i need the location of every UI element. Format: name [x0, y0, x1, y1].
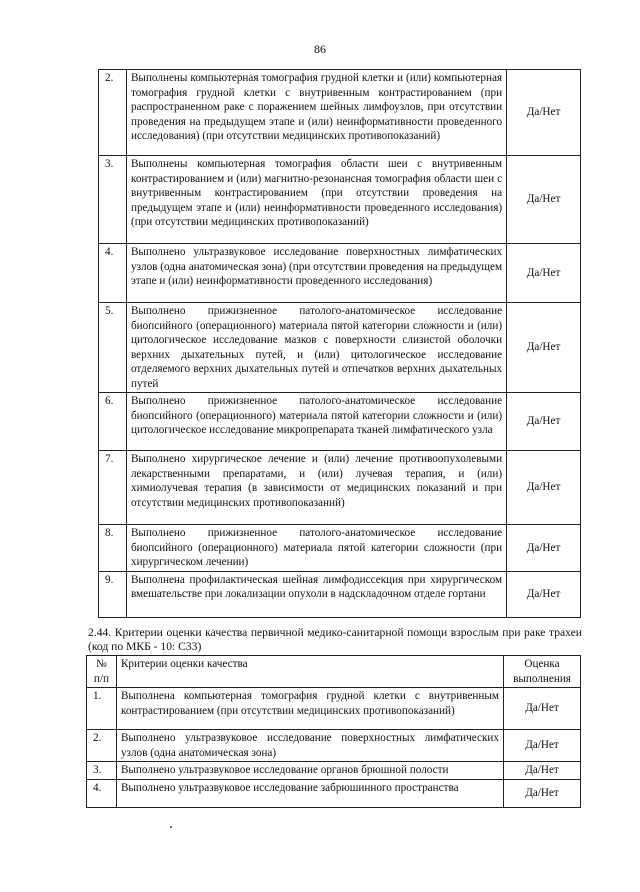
table-row — [87, 762, 581, 780]
criteria-table-continued — [98, 69, 581, 618]
table-row — [99, 393, 581, 451]
row-number: 5. — [99, 303, 127, 393]
page-number: 86 — [314, 42, 326, 56]
row-number: 6. — [99, 393, 127, 451]
header-criteria: Критерии оценки качества — [116, 656, 503, 688]
criteria-table-body — [99, 70, 581, 618]
evaluation-cell: Да/Нет — [504, 779, 581, 807]
criterion-text: Выполнено ультразвуковое исследование поверхностных лимфатических узлов (одна анатомическая зона) (при отсутствии проведения на предыдущем этапе и (или) неинформативности проведенного исследования) — [126, 244, 506, 303]
evaluation-cell: Да/Нет — [504, 762, 581, 780]
criterion-text: Выполнена профилактическая шейная лимфодиссекция при хирургическом вмешательстве при локализации опухоли в надскладочном отделе гортани — [126, 571, 506, 617]
table-row — [99, 525, 581, 572]
evaluation-cell: Да/Нет — [507, 393, 581, 451]
criterion-text: Выполнено ультразвуковое исследование органов брюшной полости — [116, 762, 503, 780]
evaluation-cell: Да/Нет — [504, 688, 581, 730]
header-num: № п/п — [87, 656, 117, 688]
evaluation-cell: Да/Нет — [507, 70, 581, 156]
table-row — [99, 451, 581, 525]
row-number: 4. — [87, 779, 117, 807]
evaluation-cell: Да/Нет — [507, 244, 581, 303]
row-number: 9. — [99, 571, 127, 617]
row-number: 1. — [87, 688, 117, 730]
row-number: 2. — [99, 70, 127, 156]
row-number: 3. — [99, 156, 127, 244]
table-row — [99, 244, 581, 303]
criterion-text: Выполнено прижизненное патолого-анатомическое исследование биопсийного (операционного) материала пятой категории сложности и (или) цитологическое исследование мазков с поверхности слизистой оболочки верхних дыхательных путей, и (или) цитологическое исследование отделяемого верхних дыхательных путей и отпечатков верхних дыхательных путей — [126, 303, 506, 393]
table-row — [99, 156, 581, 244]
trachea-table-body — [87, 688, 581, 808]
table-row — [87, 779, 581, 807]
table-header-row — [87, 656, 581, 688]
criterion-text: Выполнено прижизненное патолого-анатомическое исследование биопсийного (операционного) материала пятой категории сложности (при хирургическом лечении) — [126, 525, 506, 572]
table-row — [87, 688, 581, 730]
criterion-text: Выполнено ультразвуковое исследование забрюшинного пространства — [116, 779, 503, 807]
criterion-text: Выполнено прижизненное патолого-анатомическое исследование биопсийного (операционного) материала пятой категории сложности и (или) цитологическое исследование микропрепарата тканей лимфатического узла — [126, 393, 506, 451]
row-number: 8. — [99, 525, 127, 572]
trachea-criteria-table — [86, 655, 581, 808]
criterion-text: Выполнено хирургическое лечение и (или) лечение противоопухолевыми лекарственными препаратами, и (или) лучевая терапия, и (или) химиолучевая терапия (в зависимости от медицинских показаний и при отсутствии медицинских противопоказаний) — [126, 451, 506, 525]
scan-speck — [170, 826, 172, 828]
evaluation-cell: Да/Нет — [507, 451, 581, 525]
row-number: 3. — [87, 762, 117, 780]
table-row — [99, 303, 581, 393]
evaluation-cell: Да/Нет — [504, 730, 581, 762]
criterion-text: Выполнены компьютерная томография грудной клетки и (или) компьютерная томография грудной клетки с внутривенным контрастированием (при распространенном раке с поражением шейных лимфоузлов, при отсутствии проведения на предыдущем этапе и (или) неинформативности проведенного исследования) (при отсутствии медицинских противопоказаний) — [126, 70, 506, 156]
evaluation-cell: Да/Нет — [507, 156, 581, 244]
criterion-text: Выполнено ультразвуковое исследование поверхностных лимфатических узлов (одна анатомическая зона) — [116, 730, 503, 762]
table-row — [87, 730, 581, 762]
header-eval: Оценка выполнения — [504, 656, 581, 688]
row-number: 7. — [99, 451, 127, 525]
criterion-text: Выполнена компьютерная томография грудной клетки с внутривенным контрастированием (при отсутствии медицинских противопоказаний) — [116, 688, 503, 730]
evaluation-cell: Да/Нет — [507, 571, 581, 617]
evaluation-cell: Да/Нет — [507, 303, 581, 393]
row-number: 2. — [87, 730, 117, 762]
evaluation-cell: Да/Нет — [507, 525, 581, 572]
criterion-text: Выполнены компьютерная томография области шеи с внутривенным контрастированием и (или) магнитно-резонансная томография области шеи с внутривенным контрастированием (при отсутствии проведения на предыдущем этапе и (или) неинформативности проведенного исследования) (при отсутствии медицинских противопоказаний) — [126, 156, 506, 244]
table-row — [99, 571, 581, 617]
row-number: 4. — [99, 244, 127, 303]
section-heading: 2.44. Критерии оценки качества первичной медико-санитарной помощи взрослым при раке трахеи (код по МКБ - 10: C33) — [88, 626, 582, 653]
table-row — [99, 70, 581, 156]
